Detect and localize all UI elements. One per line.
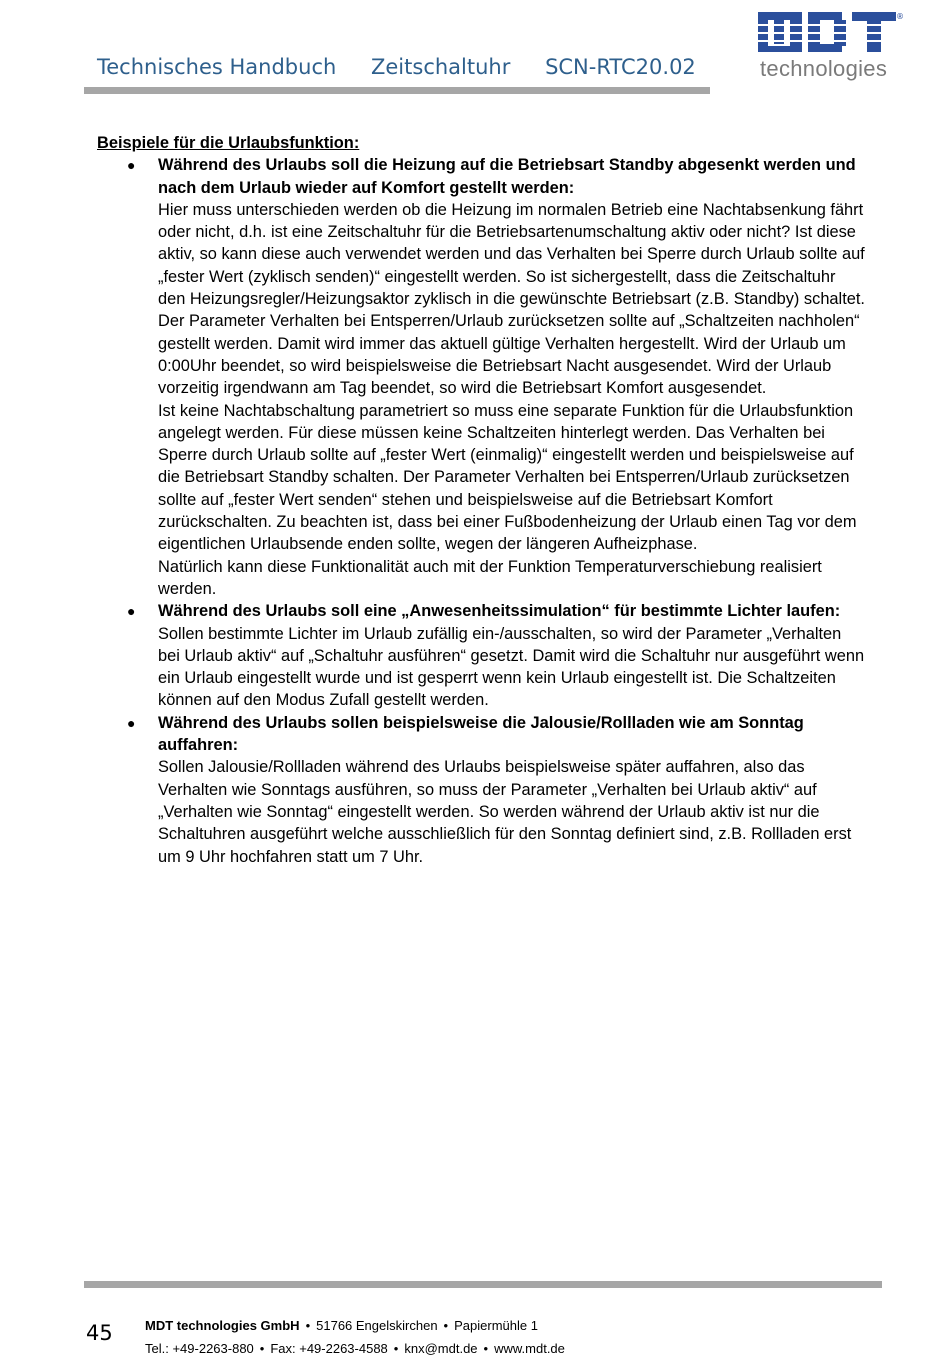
footer-tel: Tel.: +49-2263-880 (145, 1341, 254, 1356)
page-header-title (97, 55, 724, 79)
footer-separator: • (305, 1318, 311, 1333)
paragraph: Ist keine Nachtabschaltung parametriert so muss eine separate Funktion für die Urlaubsfunktion angelegt werden. Für diese müssen keine Schaltzeiten hinterlegt werden. Das Verhalten bei Sperre durch Urlaub sollte auf „fester Wert (einmalig)“ eingestellt werden und beispielsweise auf die Betriebsart Standby schalten. Der Parameter Verhalten bei Entsperren/Urlaub zurücksetzen sollte auf „fester Wert senden“ stehen und beispielsweise auf die Betriebsart Komfort zurückschalten. Zu beachten ist, dass bei einer Fußbodenheizung der Urlaub einen Tag vor dem eigentlichen Urlaubsende enden sollte, wegen der längeren Aufheizphase. (158, 401, 857, 554)
footer-separator: • (443, 1318, 449, 1333)
footer-city: 51766 Engelskirchen (316, 1318, 438, 1333)
footer-street: Papiermühle 1 (454, 1318, 538, 1333)
list-item-title: Während des Urlaubs sollen beispielsweise die Jalousie/Rollladen wie am Sonntag auffahren: (158, 713, 804, 755)
bullet-icon: ● (127, 603, 136, 620)
list-item-body (158, 623, 867, 712)
list-item-title: Während des Urlaubs soll eine „Anwesenheitssimulation“ für bestimmte Lichter laufen: (158, 602, 841, 621)
footer-address (145, 1318, 538, 1333)
list-item-title: Während des Urlaubs soll die Heizung auf die Betriebsart Standby abgesenkt werden und nach dem Urlaub wieder auf Komfort gestellt werden: (158, 156, 856, 197)
footer-web[interactable]: www.mdt.de (494, 1341, 565, 1356)
paragraph: Natürlich kann diese Funktionalität auch mit der Funktion Temperaturverschiebung realisiert werden. (158, 557, 822, 598)
paragraph: Der Parameter Verhalten bei Entsperren/Urlaub zurücksetzen sollte auf „Schaltzeiten nachholen“ gestellt werden. Damit wird immer das aktuell gültige Verhalten hergestellt. Wird der Urlaub um 0:00Uhr beendet, so wird beispielsweise die Betriebsart Nacht ausgesendet. Wird der Urlaub vorzeitig irgendwann am Tag beendet, so wird die Betriebsart Komfort ausgesendet. (158, 312, 860, 398)
paragraph: Sollen Jalousie/Rollladen während des Urlaubs beispielsweise später auffahren, also das Verhalten wie Sonntags ausführen, so muss der Parameter „Verhalten bei Urlaub aktiv“ auf „Verhalten wie Sonntag“ eingestellt werden. So werden während der Urlaub aktiv ist nur die Schaltuhren ausgeführt welche ausschließlich für den Sonntag definiert sind, z.B. Rollladen erst um 9 Uhr hochfahren statt um 7 Uhr. (158, 758, 852, 866)
document-body (97, 132, 867, 868)
footer-divider (84, 1281, 882, 1288)
footer-email[interactable]: knx@mdt.de (404, 1341, 478, 1356)
footer-separator: • (259, 1341, 265, 1356)
list-item-body (158, 756, 867, 867)
list-item (97, 154, 867, 600)
bullet-icon: ● (127, 157, 136, 174)
footer-fax: Fax: +49-2263-4588 (270, 1341, 388, 1356)
paragraph: Hier muss unterschieden werden ob die Heizung im normalen Betrieb eine Nachtabsenkung fährt oder nicht, d.h. ist eine Zeitschaltuhr für die Betriebsartenumschaltung aktiv oder nicht? Ist diese aktiv, so kann diese auch verwendet werden und das Verhalten bei Sperre durch Urlaub sollte auf „fester Wert (zyklisch senden)“ eingestellt werden. So ist sichergestellt, dass die Zeitschaltuhr den Heizungsregler/Heizungsaktor zyklisch in die gewünschte Betriebsart (z.B. Standby) schaltet. (158, 200, 865, 309)
footer-contact (145, 1341, 565, 1356)
footer-company: MDT technologies GmbH (145, 1318, 300, 1333)
list-item (97, 712, 867, 868)
list-item-body (158, 199, 867, 600)
footer-separator: • (483, 1341, 489, 1356)
bullet-icon: ● (127, 714, 136, 731)
registered-mark: ® (896, 12, 904, 21)
paragraph: Sollen bestimmte Lichter im Urlaub zufällig ein-/ausschalten, so wird der Parameter „Verhalten bei Urlaub aktiv“ auf „Schaltuhr ausführen“ gesetzt. Damit wird die Schaltuhr nur ausgeführt wenn ein Urlaub eingestellt wurde und ist gesperrt wenn kein Urlaub eingestellt ist. Die Schaltzeiten können auf den Modus Zufall gestellt werden. (158, 624, 865, 710)
header-doc-type: Technisches Handbuch (97, 55, 337, 79)
footer-separator: • (393, 1341, 399, 1356)
list-item (97, 600, 867, 711)
section-heading: Beispiele für die Urlaubsfunktion: (97, 134, 360, 152)
header-product-code: SCN-RTC20.02 (545, 55, 696, 79)
header-product-category: Zeitschaltuhr (371, 55, 511, 79)
header-divider (84, 87, 710, 94)
logo-text: technologies (760, 56, 888, 81)
example-list (97, 154, 867, 868)
page-number: 45 (86, 1321, 113, 1345)
